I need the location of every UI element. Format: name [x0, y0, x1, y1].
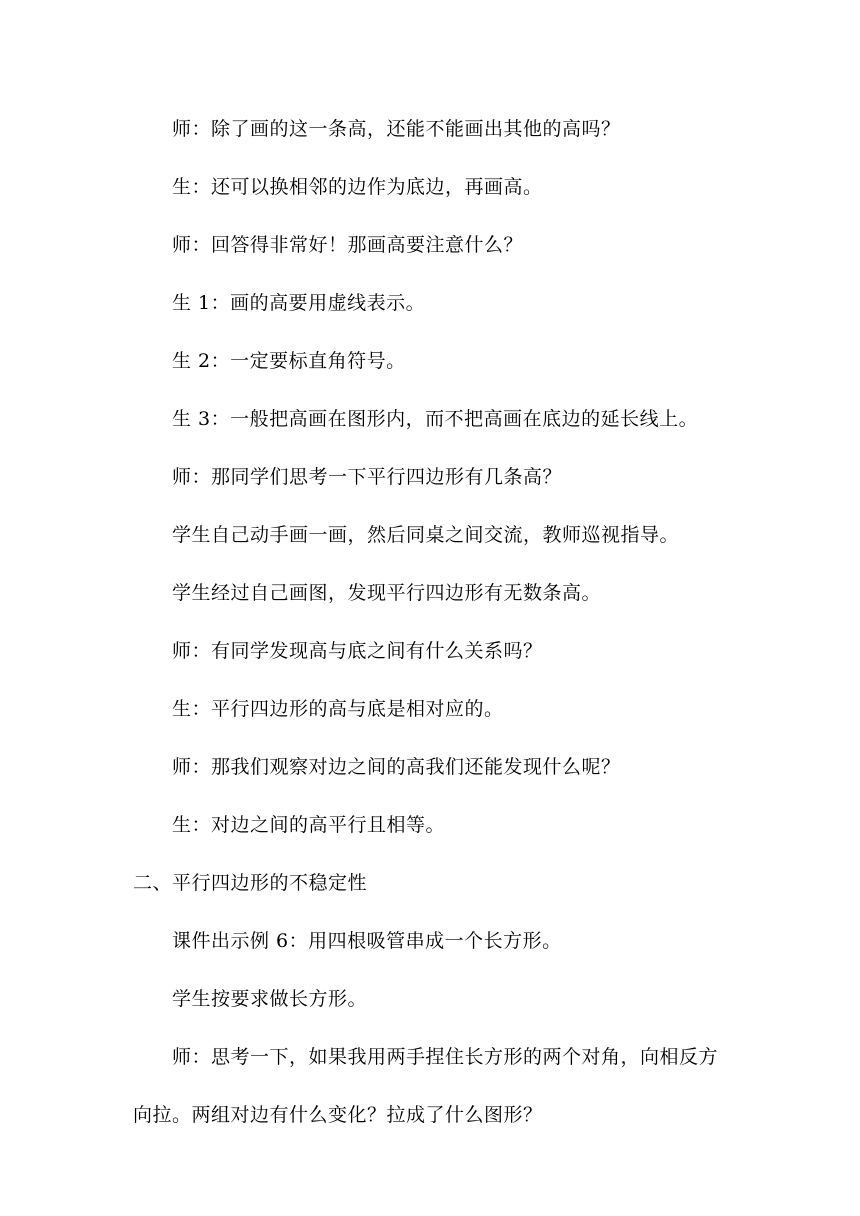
paragraph: 学生经过自己画图，发现平行四边形有无数条高。 [172, 582, 602, 604]
paragraph: 师：除了画的这一条高，还能不能画出其他的高吗？ [172, 118, 621, 140]
section-heading: 二、平行四边形的不稳定性 [133, 872, 368, 894]
paragraph: 生 2：一定要标直角符号。 [172, 350, 406, 372]
paragraph: 学生按要求做长方形。 [172, 988, 368, 1010]
paragraph: 课件出示例 6：用四根吸管串成一个长方形。 [172, 930, 562, 952]
paragraph: 生：对边之间的高平行且相等。 [172, 814, 446, 836]
paragraph: 师：回答得非常好！那画高要注意什么？ [172, 234, 524, 256]
paragraph: 师：那同学们思考一下平行四边形有几条高？ [172, 466, 563, 488]
paragraph-line: 师：思考一下，如果我用两手捏住长方形的两个对角，向相反方 [172, 1046, 719, 1068]
paragraph: 生 1：画的高要用虚线表示。 [172, 292, 426, 314]
paragraph: 生：还可以换相邻的边作为底边，再画高。 [172, 176, 543, 198]
paragraph: 生 3：一般把高画在图形内，而不把高画在底边的延长线上。 [172, 408, 699, 430]
paragraph: 生：平行四边形的高与底是相对应的。 [172, 698, 504, 720]
paragraph-line: 向拉。两组对边有什么变化？拉成了什么图形？ [133, 1104, 543, 1126]
paragraph: 师：有同学发现高与底之间有什么关系吗？ [172, 640, 543, 662]
paragraph: 学生自己动手画一画，然后同桌之间交流，教师巡视指导。 [172, 524, 680, 546]
paragraph: 师：那我们观察对边之间的高我们还能发现什么呢？ [172, 756, 621, 778]
